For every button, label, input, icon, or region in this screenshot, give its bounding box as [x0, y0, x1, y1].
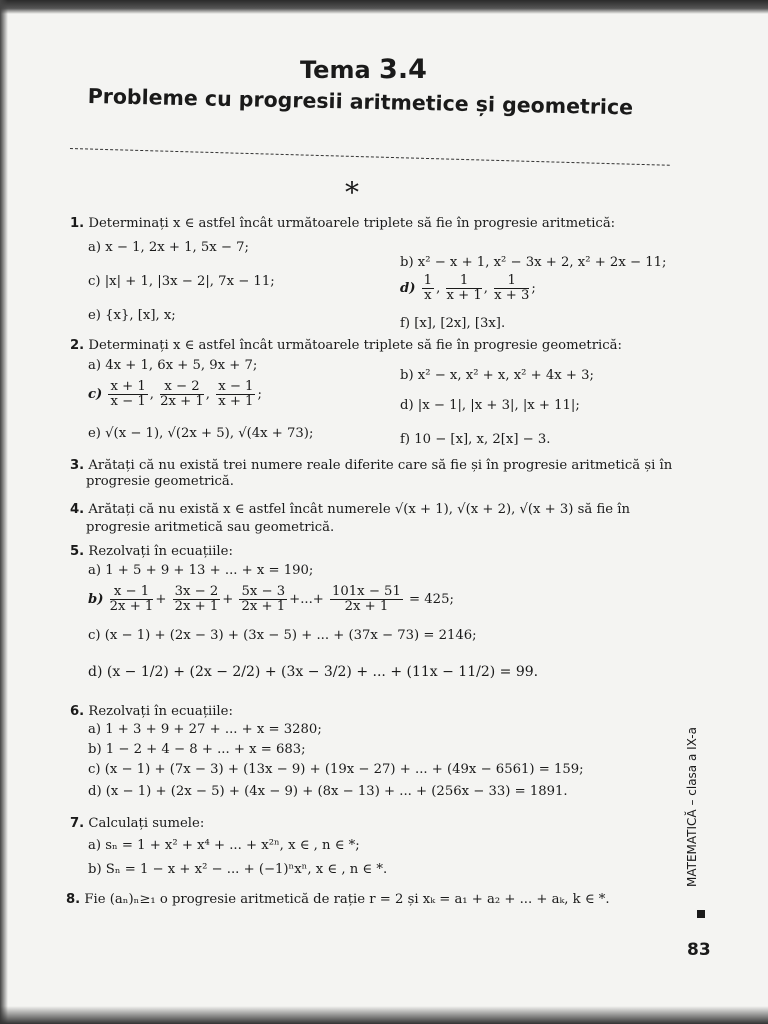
theme-subtitle: Probleme cu progresii aritmetice și geometrice: [87, 84, 634, 120]
fraction-5b-3: [239, 585, 287, 614]
denominator: 2x + 1: [174, 598, 219, 614]
problem-1-statement: [70, 216, 615, 231]
numerator: 5x − 3: [241, 584, 286, 599]
numerator: x − 1: [218, 379, 254, 394]
problem-1-text: Determinați x ∈ astfel încât următoarele triplete să fie în progresie aritmetică:: [88, 216, 616, 231]
problem-4-line-1: [70, 502, 630, 517]
problem-1c: c) |x| + 1, |3x − 2|, 7x − 11;: [88, 274, 275, 289]
numerator: 101x − 51: [332, 584, 401, 599]
denominator: x: [424, 287, 432, 303]
fraction-1-over-x-plus-1: [446, 274, 481, 303]
numerator: 3x − 2: [174, 584, 219, 599]
numerator: x − 2: [160, 380, 204, 395]
problem-6d: d) (x − 1) + (2x − 5) + (4x − 9) + (8x − 13) + ... + (256x − 33) = 1891.: [88, 784, 568, 799]
problem-1d: d) $\frac{1}{x}$ , $\frac{1}{x + 1}$ , $\frac{1}{x + 3}$ ;: [400, 273, 536, 303]
problem-5d: d) (x − 1/2) + (2x − 2/2) + (3x − 3/2) + ... + (11x − 11/2) = 99.: [88, 664, 539, 680]
denominator: 2x + 1: [241, 598, 286, 614]
problem-6c: c) (x − 1) + (7x − 3) + (13x − 9) + (19x − 27) + ... + (49x − 6561) = 159;: [88, 762, 584, 777]
denominator: x − 1: [110, 393, 146, 409]
problem-7-statement: [70, 816, 204, 831]
problem-3-line-1: [70, 458, 672, 473]
problem-5-number: 5.: [70, 544, 85, 559]
problem-4-text: Arătați că nu există x ∈ astfel încât numerele √(x + 1), √(x + 2), √(x + 3) să fie în: [88, 502, 630, 517]
fraction-5b-4: [330, 585, 403, 614]
problem-1f: f) [x], [2x], [3x].: [400, 316, 506, 331]
problem-5a: a) 1 + 5 + 9 + 13 + ... + x = 190;: [88, 563, 314, 578]
problem-3-number: 3.: [70, 458, 85, 473]
fraction-2c-2: [160, 380, 204, 409]
problem-7a: a) sₙ = 1 + x² + x⁴ + ... + x²ⁿ, x ∈ , n ∈ *;: [88, 838, 360, 853]
problem-1b: b) x² − x + 1, x² − 3x + 2, x² + 2x − 11;: [400, 255, 667, 270]
problem-6a: a) 1 + 3 + 9 + 27 + ... + x = 3280;: [88, 722, 322, 737]
numerator: 1: [494, 274, 529, 289]
fraction-5b-1: [110, 585, 154, 614]
fraction-1-over-x-plus-3: [494, 274, 529, 303]
fraction-2c-1: [108, 380, 147, 409]
numerator: 1: [446, 274, 481, 289]
denominator: x + 1: [446, 287, 482, 303]
side-running-head: [684, 720, 712, 920]
problem-7b: b) Sₙ = 1 − x + x² − ... + (−1)ⁿxⁿ, x ∈ , n ∈ *.: [88, 862, 388, 877]
dashed-divider: [70, 148, 670, 166]
problem-4-number: 4.: [70, 502, 85, 517]
problem-7-number: 7.: [70, 816, 85, 831]
problem-5-statement: [70, 544, 233, 559]
problem-3-line-2: progresie geometrică.: [86, 474, 234, 489]
problem-2-statement: [70, 338, 622, 353]
denominator: x + 3: [494, 287, 530, 303]
problem-4-line-2: progresie aritmetică sau geometrică.: [86, 520, 335, 535]
numerator: x − 1: [110, 585, 154, 600]
problem-8-text: Fie (aₙ)ₙ≥₁ o progresie aritmetică de rație r = 2 și xₖ = a₁ + a₂ + ... + aₖ, k ∈ *.: [84, 892, 610, 907]
problem-5c: c) (x − 1) + (2x − 3) + (3x − 5) + ... + (37x − 73) = 2146;: [88, 628, 477, 643]
problem-2c: c) $\frac{x + 1}{x - 1}$ , $\frac{x - 2}{2x + 1}$ , $\frac{x - 1}{x + 1}$ ;: [88, 379, 262, 409]
problem-2-number: 2.: [70, 338, 85, 353]
problem-7-text: Calculați sumele:: [88, 816, 205, 831]
asterisk-ornament: *: [345, 176, 359, 209]
theme-number: 3.4: [379, 54, 427, 85]
denominator: 2x + 1: [109, 598, 154, 614]
problem-5-text: Rezolvați în ecuațiile:: [88, 544, 233, 559]
problem-6-statement: [70, 704, 233, 719]
problem-2c-label: c): [88, 386, 103, 402]
side-label: MATEMATICĂ – clasa a IX-a: [684, 727, 699, 887]
problem-1d-label: d): [400, 280, 416, 296]
problem-5b-result: = 425;: [409, 591, 454, 607]
problem-1-number: 1.: [70, 216, 85, 231]
problem-2f: f) 10 − [x], x, 2[x] − 3.: [400, 432, 551, 447]
problem-6-number: 6.: [70, 704, 85, 719]
problem-3-text: Arătați că nu există trei numere reale diferite care să fie și în progresie aritmetică și în: [88, 458, 673, 473]
problem-8-statement: [66, 892, 610, 907]
page-number: 83: [687, 940, 711, 960]
problem-6-text: Rezolvați în ecuațiile:: [88, 704, 233, 719]
fraction-5b-2: [173, 585, 221, 614]
problem-2d: d) |x − 1|, |x + 3|, |x + 11|;: [400, 398, 580, 413]
problem-2b: b) x² − x, x² + x, x² + 4x + 3;: [400, 368, 594, 383]
numerator: x + 1: [110, 379, 146, 394]
fraction-2c-3: [216, 380, 255, 409]
denominator: x + 1: [218, 393, 254, 409]
problem-2-text: Determinați x ∈ astfel încât următoarele triplete să fie în progresie geometrică:: [88, 338, 622, 353]
denominator: 2x + 1: [160, 393, 204, 409]
problem-2a: a) 4x + 1, 6x + 5, 9x + 7;: [88, 358, 258, 373]
theme-word: Tema: [300, 56, 371, 84]
problem-5b-label: b): [88, 591, 104, 607]
problem-5b: b) $\frac{x - 1}{2x + 1}$ + $\frac{3x - 2}{2x + 1}$ + $\frac{5x - 3}{2x + 1}$ +...+ $\frac{101x - 51}{2x + 1}$ = 425;: [88, 584, 454, 614]
fraction-1-over-x: [422, 274, 434, 303]
numerator: 1: [423, 273, 433, 288]
square-bullet-icon: [697, 910, 705, 918]
problem-6b: b) 1 − 2 + 4 − 8 + ... + x = 683;: [88, 742, 306, 757]
problem-1e: e) {x}, [x], x;: [88, 308, 176, 323]
problem-1a: a) x − 1, 2x + 1, 5x − 7;: [88, 240, 249, 255]
problem-8-number: 8.: [66, 892, 81, 907]
problem-2e: e) √(x − 1), √(2x + 5), √(4x + 73);: [88, 426, 314, 441]
theme-title: [300, 54, 427, 85]
denominator: 2x + 1: [344, 598, 389, 614]
